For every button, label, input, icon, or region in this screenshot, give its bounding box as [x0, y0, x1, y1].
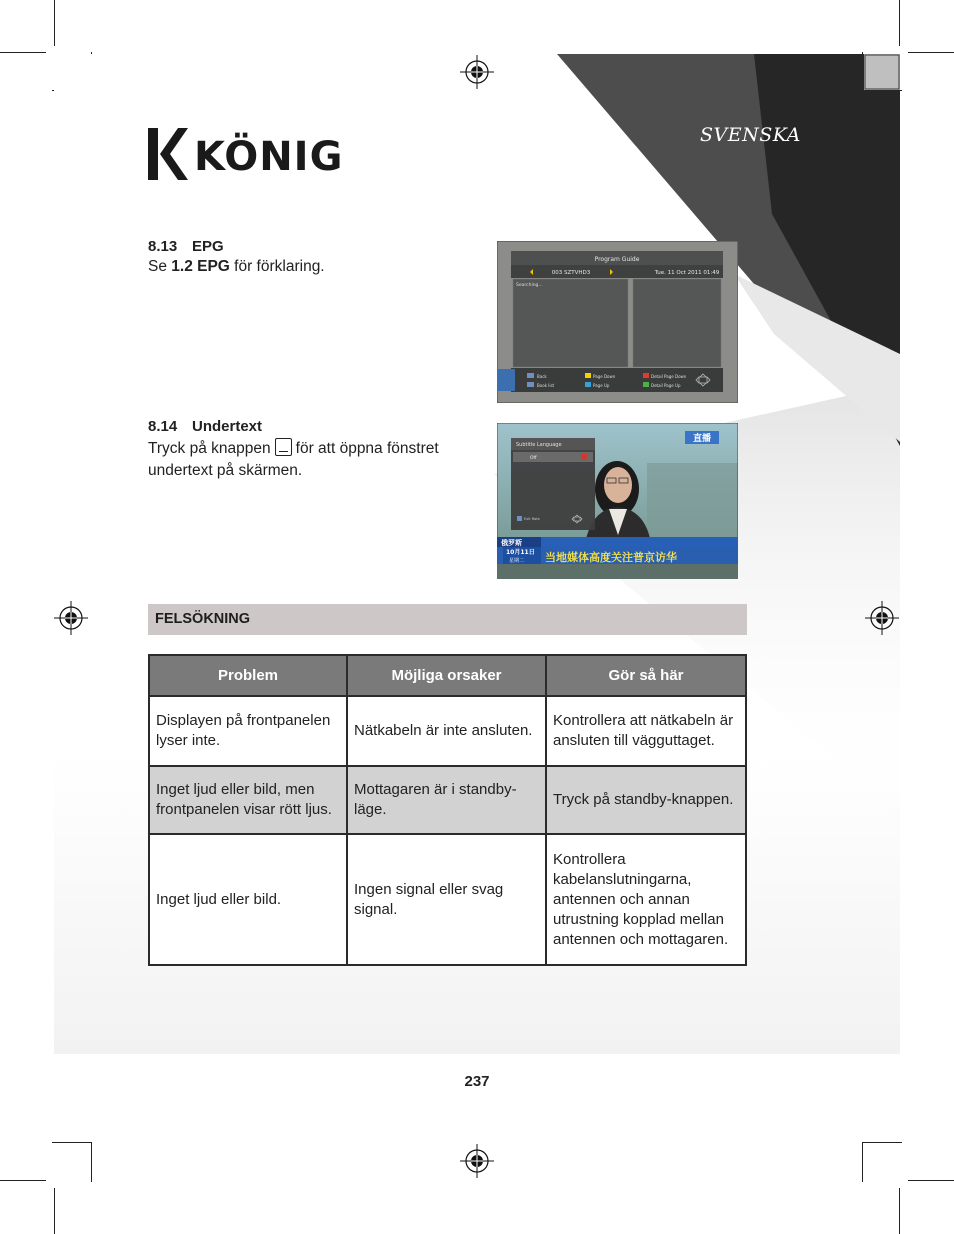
svg-text:KÖNIG: KÖNIG — [194, 134, 344, 180]
svg-text:当地媒体高度关注普京访华: 当地媒体高度关注普京访华 — [545, 551, 677, 564]
svg-text:003 SZTVHD3: 003 SZTVHD3 — [551, 270, 591, 276]
crop-mark — [899, 0, 900, 46]
svg-text:俄罗斯: 俄罗斯 — [501, 539, 522, 547]
svg-text:Exit Rate: Exit Rate — [524, 517, 540, 521]
section-heading-epg — [148, 238, 224, 255]
crop-mark — [862, 1142, 863, 1182]
registration-mark — [460, 55, 494, 89]
epg-reference: 1.2 EPG — [171, 258, 230, 275]
svg-text:Book list: Book list — [537, 383, 555, 388]
table-cell: Ingen signal eller svag signal. — [347, 834, 546, 965]
crop-mark — [52, 1142, 92, 1143]
konig-logo — [148, 126, 358, 182]
table-header-row — [149, 655, 746, 696]
svg-text:Page Up: Page Up — [593, 383, 610, 388]
crop-mark — [908, 1180, 954, 1181]
troubleshooting-heading: FELSÖKNING — [155, 611, 251, 627]
crop-mark — [899, 1188, 900, 1234]
table-cell: Mottagaren är i standby-läge. — [347, 766, 546, 834]
table-row — [149, 766, 746, 834]
svg-text:10月11日: 10月11日 — [506, 549, 535, 556]
column-header-problem: Problem — [149, 655, 347, 696]
svg-text:直播: 直播 — [692, 434, 712, 444]
svg-text:Back: Back — [537, 374, 547, 379]
troubleshooting-heading-band — [148, 604, 747, 635]
table-cell: Nätkabeln är inte ansluten. — [347, 696, 546, 766]
registration-mark — [460, 1144, 494, 1178]
table-cell: Kontrollera kabelanslutningarna, antennen och annan utrustning kopplad mellan antennen och mottagaren. — [546, 834, 746, 965]
table-cell: Inget ljud eller bild, men frontpanelen visar rött ljus. — [149, 766, 347, 834]
registration-mark — [54, 601, 88, 635]
section-number: 8.14 — [148, 418, 178, 435]
table-row — [149, 696, 746, 766]
svg-text:星期二: 星期二 — [509, 558, 525, 564]
crop-mark — [91, 1142, 92, 1182]
section-title: EPG — [192, 238, 224, 255]
svg-text:Detail Page Down: Detail Page Down — [651, 374, 687, 379]
section-heading-subtitles — [148, 418, 262, 435]
section-title: Undertext — [192, 418, 263, 435]
subtitle-screenshot — [497, 423, 738, 579]
table-cell: Tryck på standby-knappen. — [546, 766, 746, 834]
column-header-causes: Möjliga orsaker — [347, 655, 546, 696]
table-cell: Kontrollera att nätkabeln är ansluten till vägguttaget. — [546, 696, 746, 766]
crop-mark — [54, 0, 55, 46]
table-cell: Displayen på frontpanelen lyser inte. — [149, 696, 347, 766]
registration-mark — [865, 601, 899, 635]
svg-text:Page Down: Page Down — [593, 374, 616, 379]
page-number: 237 — [464, 1073, 490, 1090]
svg-text:Searching...: Searching... — [516, 283, 543, 288]
section-text-subtitles: Tryck på knappen för att öppna fönstret undertext på skärmen. — [148, 440, 439, 479]
svg-text:Detail Page Up: Detail Page Up — [651, 383, 681, 388]
svg-text:Program Guide: Program Guide — [594, 256, 640, 263]
epg-screenshot — [497, 241, 738, 403]
svg-text:Off: Off — [530, 456, 537, 461]
crop-mark — [0, 1180, 46, 1181]
section-text-epg: Se 1.2 EPG för förklaring. — [148, 258, 325, 275]
crop-mark — [54, 1188, 55, 1234]
language-label: SVENSKA — [700, 124, 801, 146]
subtitle-button-icon — [275, 438, 292, 456]
crop-mark — [908, 52, 954, 53]
crop-mark — [0, 52, 46, 53]
svg-text:Subtitle Language: Subtitle Language — [516, 442, 562, 448]
crop-mark — [862, 1142, 902, 1143]
column-header-action: Gör så här — [546, 655, 746, 696]
svg-text:Tue. 11 Oct 2011 01:49: Tue. 11 Oct 2011 01:49 — [654, 270, 720, 276]
section-number: 8.13 — [148, 238, 178, 255]
table-cell: Inget ljud eller bild. — [149, 834, 347, 965]
troubleshooting-table — [148, 654, 747, 966]
table-row — [149, 834, 746, 965]
